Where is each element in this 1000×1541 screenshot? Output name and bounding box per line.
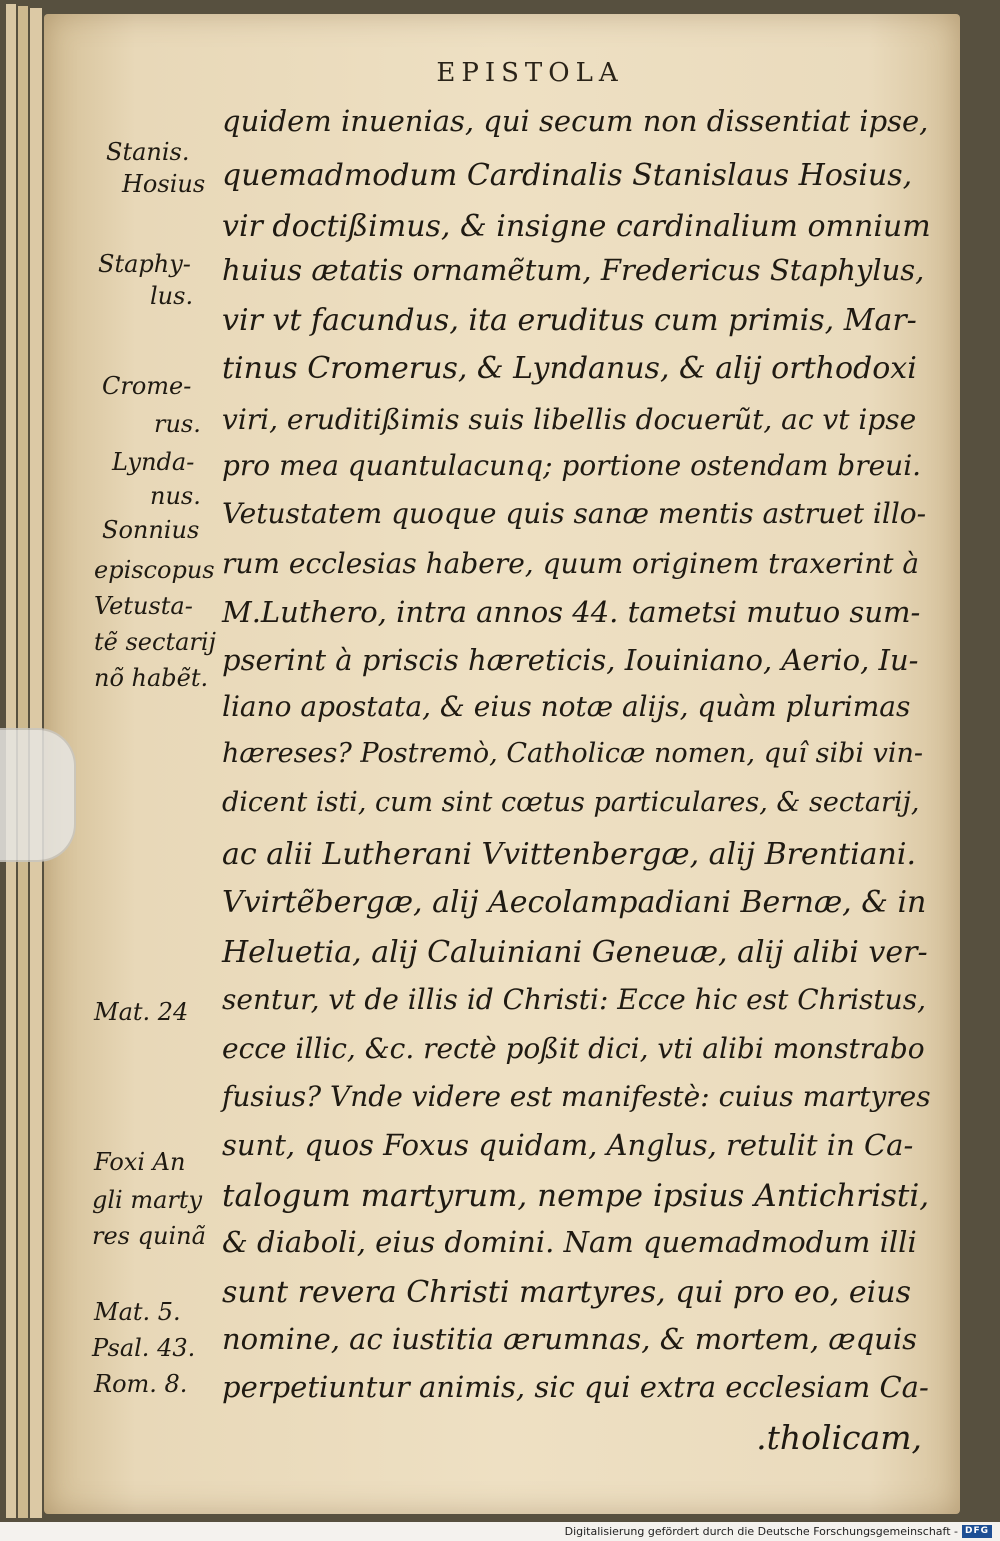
- margin-note: Mat. 5.: [94, 1298, 181, 1326]
- margin-note: Psal. 43.: [92, 1334, 196, 1362]
- margin-note: Foxi An: [94, 1148, 186, 1176]
- text-line: hæreses? Postremò, Catholicæ nomen, quî sibi vin-: [222, 738, 924, 769]
- text-line: pro mea quantulacunq; portione ostendam breui.: [222, 449, 922, 482]
- page-clip-tab: [0, 728, 76, 862]
- margin-note: Rom. 8.: [94, 1370, 188, 1398]
- text-line: perpetiuntur animis, sic qui extra ecclesiam Ca-: [222, 1370, 929, 1404]
- margin-note: Vetusta-: [94, 592, 193, 620]
- text-line: nomine, ac iustitia ærumnas, & mortem, æquis: [222, 1322, 917, 1356]
- text-line: sunt revera Christi martyres, qui pro eo, eius: [222, 1275, 911, 1310]
- text-line: ecce illic, &c. rectè poßit dici, vti alibi monstrabo: [222, 1032, 925, 1065]
- text-line: liano apostata, & eius notæ alijs, quàm plurimas: [222, 690, 911, 723]
- text-line: quemadmodum Cardinalis Stanislaus Hosius,: [222, 158, 913, 193]
- text-line: & diaboli, eius domini. Nam quemadmodum illi: [222, 1225, 917, 1259]
- margin-note: Staphy-: [98, 250, 191, 278]
- margin-note: tẽ sectarij: [94, 628, 216, 656]
- text-line: dicent isti, cum sint cœtus particulares, & sectarij,: [222, 787, 920, 818]
- margin-note: Stanis.: [106, 138, 190, 166]
- margin-note: res quinã: [92, 1222, 206, 1250]
- margin-note: Crome-: [102, 372, 192, 400]
- text-line: talogum martyrum, nempe ipsius Antichristi,: [222, 1178, 930, 1214]
- catchword-line: .tholicam,: [756, 1418, 922, 1457]
- margin-note: rus.: [154, 410, 201, 438]
- text-line: quidem inuenias, qui secum non dissentiat ipse,: [222, 104, 929, 138]
- footer-bar: [0, 1522, 1000, 1541]
- margin-note: Lynda-: [112, 448, 195, 476]
- text-line: Vetustatem quoque quis sanæ mentis astruet illo-: [222, 497, 927, 530]
- margin-note: Sonnius: [102, 516, 200, 544]
- margin-note: nõ habẽt.: [94, 664, 209, 692]
- text-line: vir doctißimus, & insigne cardinalium omnium: [222, 209, 931, 244]
- dfg-logo: DFG: [962, 1525, 992, 1538]
- text-line: sentur, vt de illis id Christi: Ecce hic est Christus,: [222, 983, 926, 1016]
- text-line: M.Luthero, intra annos 44. tametsi mutuo sum-: [222, 595, 921, 629]
- text-line: huius ætatis ornamẽtum, Fredericus Staphylus,: [222, 253, 925, 287]
- text-line: pserint à priscis hæreticis, Iouiniano, Aerio, Iu-: [222, 643, 919, 677]
- text-line: vir vt facundus, ita eruditus cum primis, Mar-: [222, 303, 917, 338]
- text-line: rum ecclesias habere, quum originem traxerint à: [222, 547, 920, 580]
- text-line: ac alii Lutherani Vvittenbergæ, alij Brentiani.: [222, 837, 917, 872]
- margin-note: gli marty: [92, 1186, 203, 1214]
- text-line: Heluetia, alij Caluiniani Geneuæ, alij alibi ver-: [222, 935, 928, 970]
- margin-note: lus.: [150, 282, 194, 310]
- margin-note: nus.: [150, 482, 201, 510]
- text-line: Vvirtẽbergæ, alij Aecolampadiani Bernæ, & in: [222, 885, 927, 920]
- margin-note: Hosius: [122, 170, 206, 198]
- text-line: tinus Cromerus, & Lyndanus, & alij orthodoxi: [222, 351, 917, 386]
- text-line: viri, eruditißimis suis libellis docuerũt, ac vt ipse: [222, 403, 917, 436]
- text-line: fusius? Vnde videre est manifestè: cuius martyres: [222, 1080, 931, 1113]
- text-line: sunt, quos Foxus quidam, Anglus, retulit in Ca-: [222, 1128, 914, 1162]
- running-head: EPISTOLA: [436, 58, 624, 88]
- funding-credit: Digitalisierung gefördert durch die Deutsche Forschungsgemeinschaft -: [564, 1525, 958, 1538]
- margin-note: Mat. 24: [94, 998, 189, 1026]
- margin-note: episcopus: [94, 556, 215, 584]
